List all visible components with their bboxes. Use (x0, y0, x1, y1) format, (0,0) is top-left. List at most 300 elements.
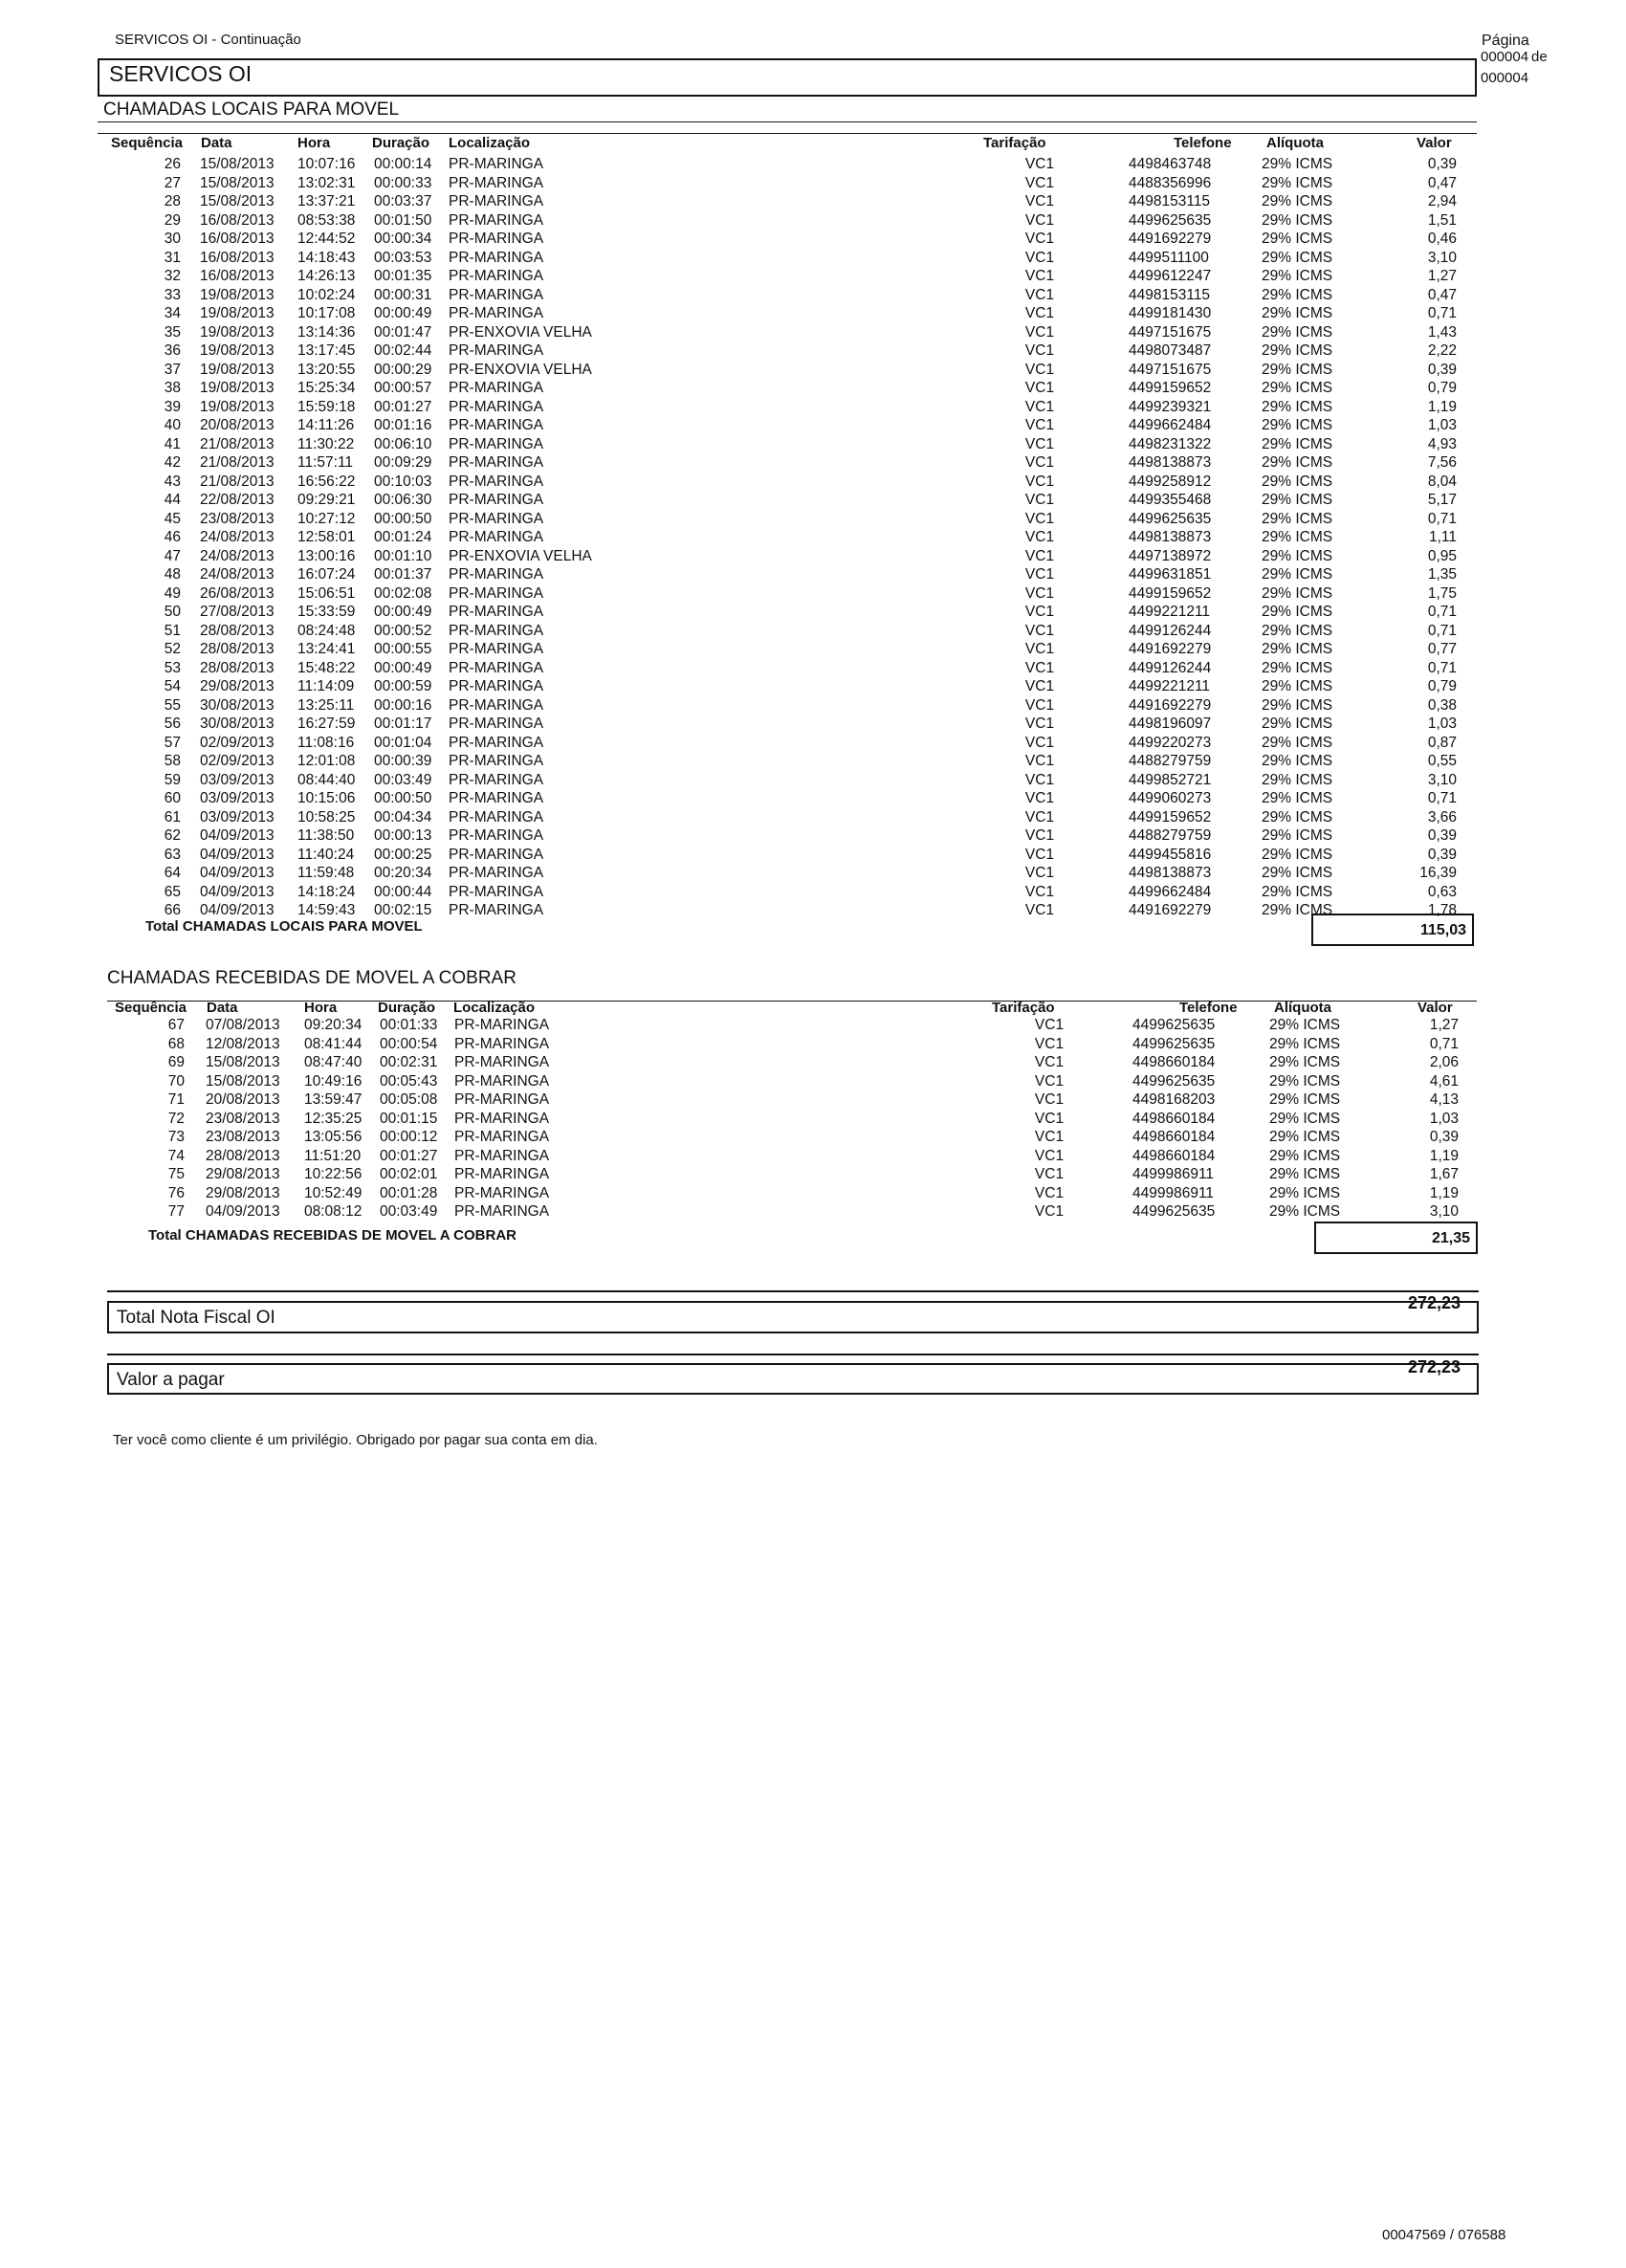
cell-location: PR-MARINGA (454, 1166, 550, 1182)
cell-duration: 00:03:53 (374, 249, 432, 266)
cell-rate: 29% ICMS (1262, 211, 1333, 229)
cell-date: 03/09/2013 (200, 790, 275, 806)
cell-time: 08:53:38 (297, 211, 356, 229)
cell-date: 20/08/2013 (206, 1091, 280, 1108)
table-row (0, 808, 1626, 827)
cell-date: 28/08/2013 (200, 641, 275, 657)
cell-rate: 29% ICMS (1269, 1017, 1341, 1033)
cell-time: 13:25:11 (297, 696, 355, 714)
total-nf-box (107, 1301, 1479, 1333)
table-row (0, 584, 1626, 604)
cell-seq: 77 (167, 1203, 185, 1220)
cell-seq: 64 (164, 865, 181, 881)
cell-time: 11:30:22 (297, 435, 355, 452)
table-row (0, 1110, 1626, 1129)
cell-date: 20/08/2013 (200, 417, 275, 433)
section1-total-box (1311, 914, 1474, 946)
cell-value: 0,71 (1427, 305, 1457, 321)
table-row (0, 379, 1626, 398)
table-row (0, 1016, 1626, 1035)
cell-duration: 00:01:27 (380, 1147, 438, 1164)
cell-time: 15:48:22 (297, 659, 356, 676)
cell-rate: 29% ICMS (1262, 659, 1333, 676)
cell-phone: 4499159652 (1129, 380, 1212, 396)
cell-location: PR-MARINGA (449, 454, 544, 471)
cell-date: 24/08/2013 (200, 529, 275, 545)
page-total: 000004 (1481, 70, 1529, 86)
cell-rate: 29% ICMS (1269, 1166, 1341, 1182)
cell-time: 15:59:18 (297, 398, 356, 415)
cell-value: 1,43 (1427, 323, 1457, 341)
table-row (0, 715, 1626, 734)
cell-seq: 75 (167, 1166, 185, 1182)
cell-value: 0,47 (1427, 286, 1457, 303)
cell-time: 13:24:41 (297, 641, 356, 657)
total-nf-top-rule (107, 1290, 1479, 1292)
cell-time: 13:17:45 (297, 342, 356, 359)
table-row (0, 1128, 1626, 1147)
cell-date: 16/08/2013 (200, 268, 275, 284)
cell-date: 29/08/2013 (206, 1184, 280, 1201)
cell-rate: 29% ICMS (1262, 268, 1333, 284)
cell-date: 24/08/2013 (200, 547, 275, 564)
cell-time: 10:58:25 (297, 808, 356, 826)
main-title-box (98, 58, 1477, 97)
cell-rate: 29% ICMS (1262, 231, 1333, 247)
cell-location: PR-MARINGA (449, 268, 544, 284)
cell-value: 16,39 (1419, 865, 1457, 881)
col-location-header: Localização (453, 1000, 536, 1016)
cell-seq: 43 (164, 473, 181, 490)
cell-rate: 29% ICMS (1262, 827, 1333, 844)
cell-time: 15:25:34 (297, 380, 356, 396)
cell-phone: 4498138873 (1129, 529, 1212, 545)
cell-value: 5,17 (1427, 492, 1457, 508)
cell-tariff: VC1 (1034, 1017, 1065, 1033)
cell-rate: 29% ICMS (1262, 529, 1333, 545)
col-phone-header: Telefone (1179, 1000, 1238, 1016)
cell-time: 10:49:16 (304, 1072, 363, 1090)
cell-location: PR-MARINGA (449, 883, 544, 900)
cell-time: 10:17:08 (297, 305, 356, 321)
cell-duration: 00:00:57 (374, 380, 432, 396)
cell-duration: 00:02:01 (380, 1166, 438, 1182)
cell-time: 09:29:21 (297, 492, 356, 508)
cell-location: PR-ENXOVIA VELHA (449, 547, 592, 564)
table-row (0, 155, 1626, 174)
cell-location: PR-MARINGA (449, 865, 544, 881)
cell-date: 19/08/2013 (200, 342, 275, 359)
cell-value: 0,79 (1427, 678, 1457, 694)
col-phone-header: Telefone (1174, 135, 1232, 151)
cell-duration: 00:01:28 (380, 1184, 438, 1201)
cell-location: PR-MARINGA (449, 510, 544, 527)
cell-rate: 29% ICMS (1262, 678, 1333, 694)
cell-duration: 00:00:34 (374, 231, 432, 247)
cell-phone: 4498660184 (1132, 1110, 1216, 1127)
cell-tariff: VC1 (1034, 1110, 1065, 1127)
cell-location: PR-MARINGA (449, 584, 544, 602)
cell-tariff: VC1 (1024, 678, 1055, 694)
cell-duration: 00:06:30 (374, 492, 432, 508)
cell-time: 11:51:20 (304, 1147, 362, 1164)
table-row (0, 565, 1626, 584)
cell-value: 3,10 (1427, 249, 1457, 266)
cell-location: PR-MARINGA (449, 846, 544, 863)
cell-tariff: VC1 (1024, 716, 1055, 732)
cell-duration: 00:01:33 (380, 1017, 438, 1033)
cell-rate: 29% ICMS (1262, 902, 1333, 918)
cell-tariff: VC1 (1024, 323, 1055, 341)
cell-value: 0,79 (1427, 380, 1457, 396)
cell-location: PR-MARINGA (449, 808, 544, 826)
cell-time: 10:07:16 (297, 156, 356, 172)
cell-value: 1,67 (1429, 1166, 1459, 1182)
col-date-header: Data (207, 1000, 238, 1016)
document-number: 00047569 / 076588 (1382, 2227, 1506, 2243)
cell-date: 15/08/2013 (200, 193, 275, 209)
table-row (0, 341, 1626, 361)
table-row (0, 864, 1626, 883)
cell-value: 4,13 (1429, 1091, 1459, 1108)
table-row (0, 696, 1626, 716)
page-number: 000004 (1481, 49, 1529, 65)
cell-tariff: VC1 (1024, 249, 1055, 266)
cell-phone: 4499126244 (1129, 659, 1212, 676)
cell-rate: 29% ICMS (1262, 771, 1333, 788)
table-row (0, 416, 1626, 435)
cell-value: 0,95 (1427, 547, 1457, 564)
cell-rate: 29% ICMS (1262, 156, 1333, 172)
cell-time: 16:07:24 (297, 566, 356, 583)
cell-tariff: VC1 (1024, 492, 1055, 508)
table-row (0, 1184, 1626, 1203)
cell-date: 15/08/2013 (200, 174, 275, 191)
cell-value: 1,51 (1427, 211, 1457, 229)
cell-time: 13:02:31 (297, 174, 356, 191)
cell-value: 1,03 (1429, 1110, 1459, 1127)
cell-rate: 29% ICMS (1262, 846, 1333, 863)
cell-date: 29/08/2013 (200, 678, 275, 694)
cell-phone: 4499511100 (1129, 249, 1209, 266)
cell-tariff: VC1 (1024, 547, 1055, 564)
col-value-header: Valor (1417, 135, 1452, 151)
cell-seq: 36 (164, 342, 181, 359)
cell-date: 21/08/2013 (200, 473, 275, 490)
cell-date: 03/09/2013 (200, 808, 275, 826)
cell-time: 15:06:51 (297, 584, 356, 602)
pay-box (107, 1363, 1479, 1395)
cell-seq: 39 (164, 398, 181, 415)
cell-rate: 29% ICMS (1262, 398, 1333, 415)
cell-phone: 4488279759 (1129, 753, 1212, 769)
table-row (0, 192, 1626, 211)
cell-value: 7,56 (1427, 454, 1457, 471)
cell-value: 1,03 (1427, 716, 1457, 732)
col-seq-header: Sequência (111, 135, 184, 151)
cell-location: PR-MARINGA (449, 753, 544, 769)
cell-value: 1,11 (1428, 529, 1457, 545)
cell-phone: 4499159652 (1129, 584, 1212, 602)
cell-duration: 00:00:31 (374, 286, 432, 303)
section2-total-label: Total CHAMADAS RECEBIDAS DE MOVEL A COBRAR (148, 1227, 517, 1244)
cell-tariff: VC1 (1024, 883, 1055, 900)
cell-date: 04/09/2013 (200, 846, 275, 863)
cell-duration: 00:00:39 (374, 753, 432, 769)
cell-tariff: VC1 (1024, 771, 1055, 788)
cell-time: 11:38:50 (297, 827, 355, 844)
cell-duration: 00:00:49 (374, 305, 432, 321)
section2-total-box (1314, 1222, 1478, 1254)
cell-phone: 4498138873 (1129, 865, 1212, 881)
page-label: Página (1482, 33, 1529, 49)
cell-seq: 53 (164, 659, 181, 676)
cell-seq: 57 (164, 734, 181, 751)
cell-phone: 4491692279 (1129, 696, 1212, 714)
cell-location: PR-MARINGA (449, 211, 544, 229)
cell-tariff: VC1 (1034, 1072, 1065, 1090)
cell-time: 08:44:40 (297, 771, 356, 788)
section1-title-rule (98, 121, 1477, 122)
cell-rate: 29% ICMS (1262, 249, 1333, 266)
cell-rate: 29% ICMS (1262, 492, 1333, 508)
cell-duration: 00:01:16 (374, 417, 432, 433)
cell-rate: 29% ICMS (1262, 808, 1333, 826)
cell-date: 19/08/2013 (200, 286, 275, 303)
cell-phone: 4499239321 (1129, 398, 1212, 415)
cell-value: 0,39 (1429, 1129, 1459, 1145)
cell-duration: 00:01:35 (374, 268, 432, 284)
cell-location: PR-MARINGA (454, 1147, 550, 1164)
table-row (0, 1147, 1626, 1166)
cell-location: PR-MARINGA (449, 641, 544, 657)
cell-location: PR-MARINGA (449, 678, 544, 694)
cell-phone: 4491692279 (1129, 641, 1212, 657)
cell-rate: 29% ICMS (1262, 604, 1333, 620)
table-row (0, 1090, 1626, 1110)
table-row (0, 528, 1626, 547)
table-row (0, 453, 1626, 473)
cell-date: 07/08/2013 (206, 1017, 280, 1033)
table-row (0, 1053, 1626, 1072)
cell-rate: 29% ICMS (1262, 790, 1333, 806)
cell-location: PR-MARINGA (449, 696, 544, 714)
cell-date: 16/08/2013 (200, 249, 275, 266)
cell-phone: 4498660184 (1132, 1147, 1216, 1164)
table-row (0, 1202, 1626, 1222)
cell-seq: 41 (164, 435, 181, 452)
col-tariff-header: Tarifação (983, 135, 1046, 151)
cell-rate: 29% ICMS (1262, 510, 1333, 527)
cell-seq: 59 (164, 771, 181, 788)
col-rate-header: Alíquota (1274, 1000, 1331, 1016)
cell-phone: 4499455816 (1129, 846, 1212, 863)
cell-phone: 4499060273 (1129, 790, 1212, 806)
cell-seq: 52 (164, 641, 181, 657)
cell-location: PR-MARINGA (449, 659, 544, 676)
cell-value: 3,10 (1427, 771, 1457, 788)
cell-duration: 00:00:54 (380, 1035, 438, 1052)
cell-rate: 29% ICMS (1262, 716, 1333, 732)
cell-date: 29/08/2013 (206, 1166, 280, 1182)
cell-location: PR-ENXOVIA VELHA (449, 323, 592, 341)
cell-value: 8,04 (1427, 473, 1457, 490)
cell-tariff: VC1 (1024, 622, 1055, 639)
cell-seq: 61 (164, 808, 181, 826)
section2-total-value: 21,35 (1431, 1230, 1470, 1246)
cell-rate: 29% ICMS (1262, 435, 1333, 452)
page-of-label: de (1531, 49, 1548, 65)
table-row (0, 789, 1626, 808)
cell-time: 11:14:09 (297, 678, 355, 694)
cell-location: PR-MARINGA (454, 1184, 550, 1201)
cell-seq: 55 (164, 696, 181, 714)
cell-tariff: VC1 (1024, 361, 1055, 378)
cell-date: 26/08/2013 (200, 584, 275, 602)
cell-tariff: VC1 (1024, 211, 1055, 229)
cell-rate: 29% ICMS (1262, 566, 1333, 583)
cell-value: 0,71 (1427, 510, 1457, 527)
cell-location: PR-MARINGA (454, 1035, 550, 1052)
cell-rate: 29% ICMS (1262, 193, 1333, 209)
cell-tariff: VC1 (1024, 174, 1055, 191)
cell-duration: 00:00:59 (374, 678, 432, 694)
cell-tariff: VC1 (1024, 566, 1055, 583)
cell-phone: 4498138873 (1129, 454, 1212, 471)
cell-time: 12:35:25 (304, 1110, 363, 1127)
col-date-header: Data (201, 135, 232, 151)
cell-duration: 00:20:34 (374, 865, 432, 881)
cell-time: 16:27:59 (297, 716, 356, 732)
cell-phone: 4498463748 (1129, 156, 1212, 172)
cell-date: 22/08/2013 (200, 492, 275, 508)
cell-value: 0,71 (1427, 604, 1457, 620)
table-row (0, 1165, 1626, 1184)
table-row (0, 304, 1626, 323)
cell-location: PR-MARINGA (449, 380, 544, 396)
cell-value: 1,35 (1427, 566, 1457, 583)
table-row (0, 640, 1626, 659)
cell-location: PR-MARINGA (449, 231, 544, 247)
cell-date: 03/09/2013 (200, 771, 275, 788)
cell-duration: 00:00:50 (374, 510, 432, 527)
cell-rate: 29% ICMS (1269, 1147, 1341, 1164)
table-row (0, 398, 1626, 417)
cell-location: PR-MARINGA (449, 734, 544, 751)
cell-tariff: VC1 (1024, 827, 1055, 844)
cell-seq: 62 (164, 827, 181, 844)
cell-date: 28/08/2013 (200, 622, 275, 639)
cell-duration: 00:02:31 (380, 1054, 438, 1070)
cell-seq: 54 (164, 678, 181, 694)
cell-value: 0,39 (1427, 846, 1457, 863)
table-row (0, 1072, 1626, 1091)
cell-rate: 29% ICMS (1269, 1203, 1341, 1220)
cell-time: 12:01:08 (297, 753, 356, 769)
cell-tariff: VC1 (1024, 753, 1055, 769)
cell-date: 12/08/2013 (206, 1035, 280, 1052)
cell-time: 13:00:16 (297, 547, 356, 564)
cell-tariff: VC1 (1024, 473, 1055, 490)
total-nf-value: 272,23 (1407, 1293, 1461, 1312)
cell-seq: 66 (164, 902, 181, 918)
cell-phone: 4499625635 (1132, 1035, 1216, 1052)
cell-rate: 29% ICMS (1269, 1072, 1341, 1090)
cell-time: 14:26:13 (297, 268, 356, 284)
cell-date: 16/08/2013 (200, 231, 275, 247)
cell-tariff: VC1 (1024, 584, 1055, 602)
cell-tariff: VC1 (1024, 286, 1055, 303)
cell-location: PR-MARINGA (454, 1072, 550, 1090)
cell-duration: 00:01:50 (374, 211, 432, 229)
cell-duration: 00:04:34 (374, 808, 432, 826)
cell-tariff: VC1 (1024, 342, 1055, 359)
table-row (0, 211, 1626, 231)
cell-phone: 4488356996 (1129, 174, 1212, 191)
cell-tariff: VC1 (1024, 398, 1055, 415)
cell-location: PR-MARINGA (449, 604, 544, 620)
cell-rate: 29% ICMS (1262, 734, 1333, 751)
cell-date: 16/08/2013 (200, 211, 275, 229)
cell-seq: 31 (164, 249, 181, 266)
col-duration-header: Duração (378, 1000, 436, 1016)
cell-phone: 4499986911 (1132, 1166, 1215, 1182)
cell-date: 19/08/2013 (200, 380, 275, 396)
cell-tariff: VC1 (1024, 193, 1055, 209)
cell-rate: 29% ICMS (1262, 865, 1333, 881)
cell-value: 0,71 (1427, 659, 1457, 676)
cell-location: PR-MARINGA (449, 193, 544, 209)
cell-tariff: VC1 (1034, 1035, 1065, 1052)
table-row (0, 491, 1626, 510)
cell-duration: 00:00:49 (374, 604, 432, 620)
cell-seq: 51 (164, 622, 181, 639)
cell-duration: 00:01:37 (374, 566, 432, 583)
cell-location: PR-MARINGA (454, 1091, 550, 1108)
cell-phone: 4499625635 (1129, 211, 1212, 229)
cell-time: 14:18:24 (297, 883, 356, 900)
cell-phone: 4499221211 (1129, 604, 1211, 620)
cell-seq: 50 (164, 604, 181, 620)
pay-top-rule (107, 1354, 1479, 1355)
cell-location: PR-MARINGA (449, 305, 544, 321)
cell-rate: 29% ICMS (1262, 454, 1333, 471)
cell-rate: 29% ICMS (1269, 1184, 1341, 1201)
table-row (0, 323, 1626, 342)
cell-seq: 48 (164, 566, 181, 583)
cell-value: 0,47 (1427, 174, 1457, 191)
cell-phone: 4499126244 (1129, 622, 1212, 639)
cell-date: 04/09/2013 (200, 902, 275, 918)
section1-total-label: Total CHAMADAS LOCAIS PARA MOVEL (145, 918, 423, 935)
cell-time: 13:05:56 (304, 1129, 363, 1145)
cell-duration: 00:01:10 (374, 547, 432, 564)
cell-tariff: VC1 (1024, 659, 1055, 676)
cell-date: 02/09/2013 (200, 734, 275, 751)
table-row (0, 659, 1626, 678)
cell-rate: 29% ICMS (1269, 1091, 1341, 1108)
cell-rate: 29% ICMS (1262, 305, 1333, 321)
table-row (0, 267, 1626, 286)
cell-date: 19/08/2013 (200, 323, 275, 341)
cell-date: 15/08/2013 (206, 1072, 280, 1090)
cell-location: PR-MARINGA (454, 1129, 550, 1145)
pay-value: 272,23 (1407, 1357, 1461, 1376)
table-row (0, 361, 1626, 380)
cell-seq: 40 (164, 417, 181, 433)
cell-phone: 4499355468 (1129, 492, 1212, 508)
cell-tariff: VC1 (1024, 529, 1055, 545)
